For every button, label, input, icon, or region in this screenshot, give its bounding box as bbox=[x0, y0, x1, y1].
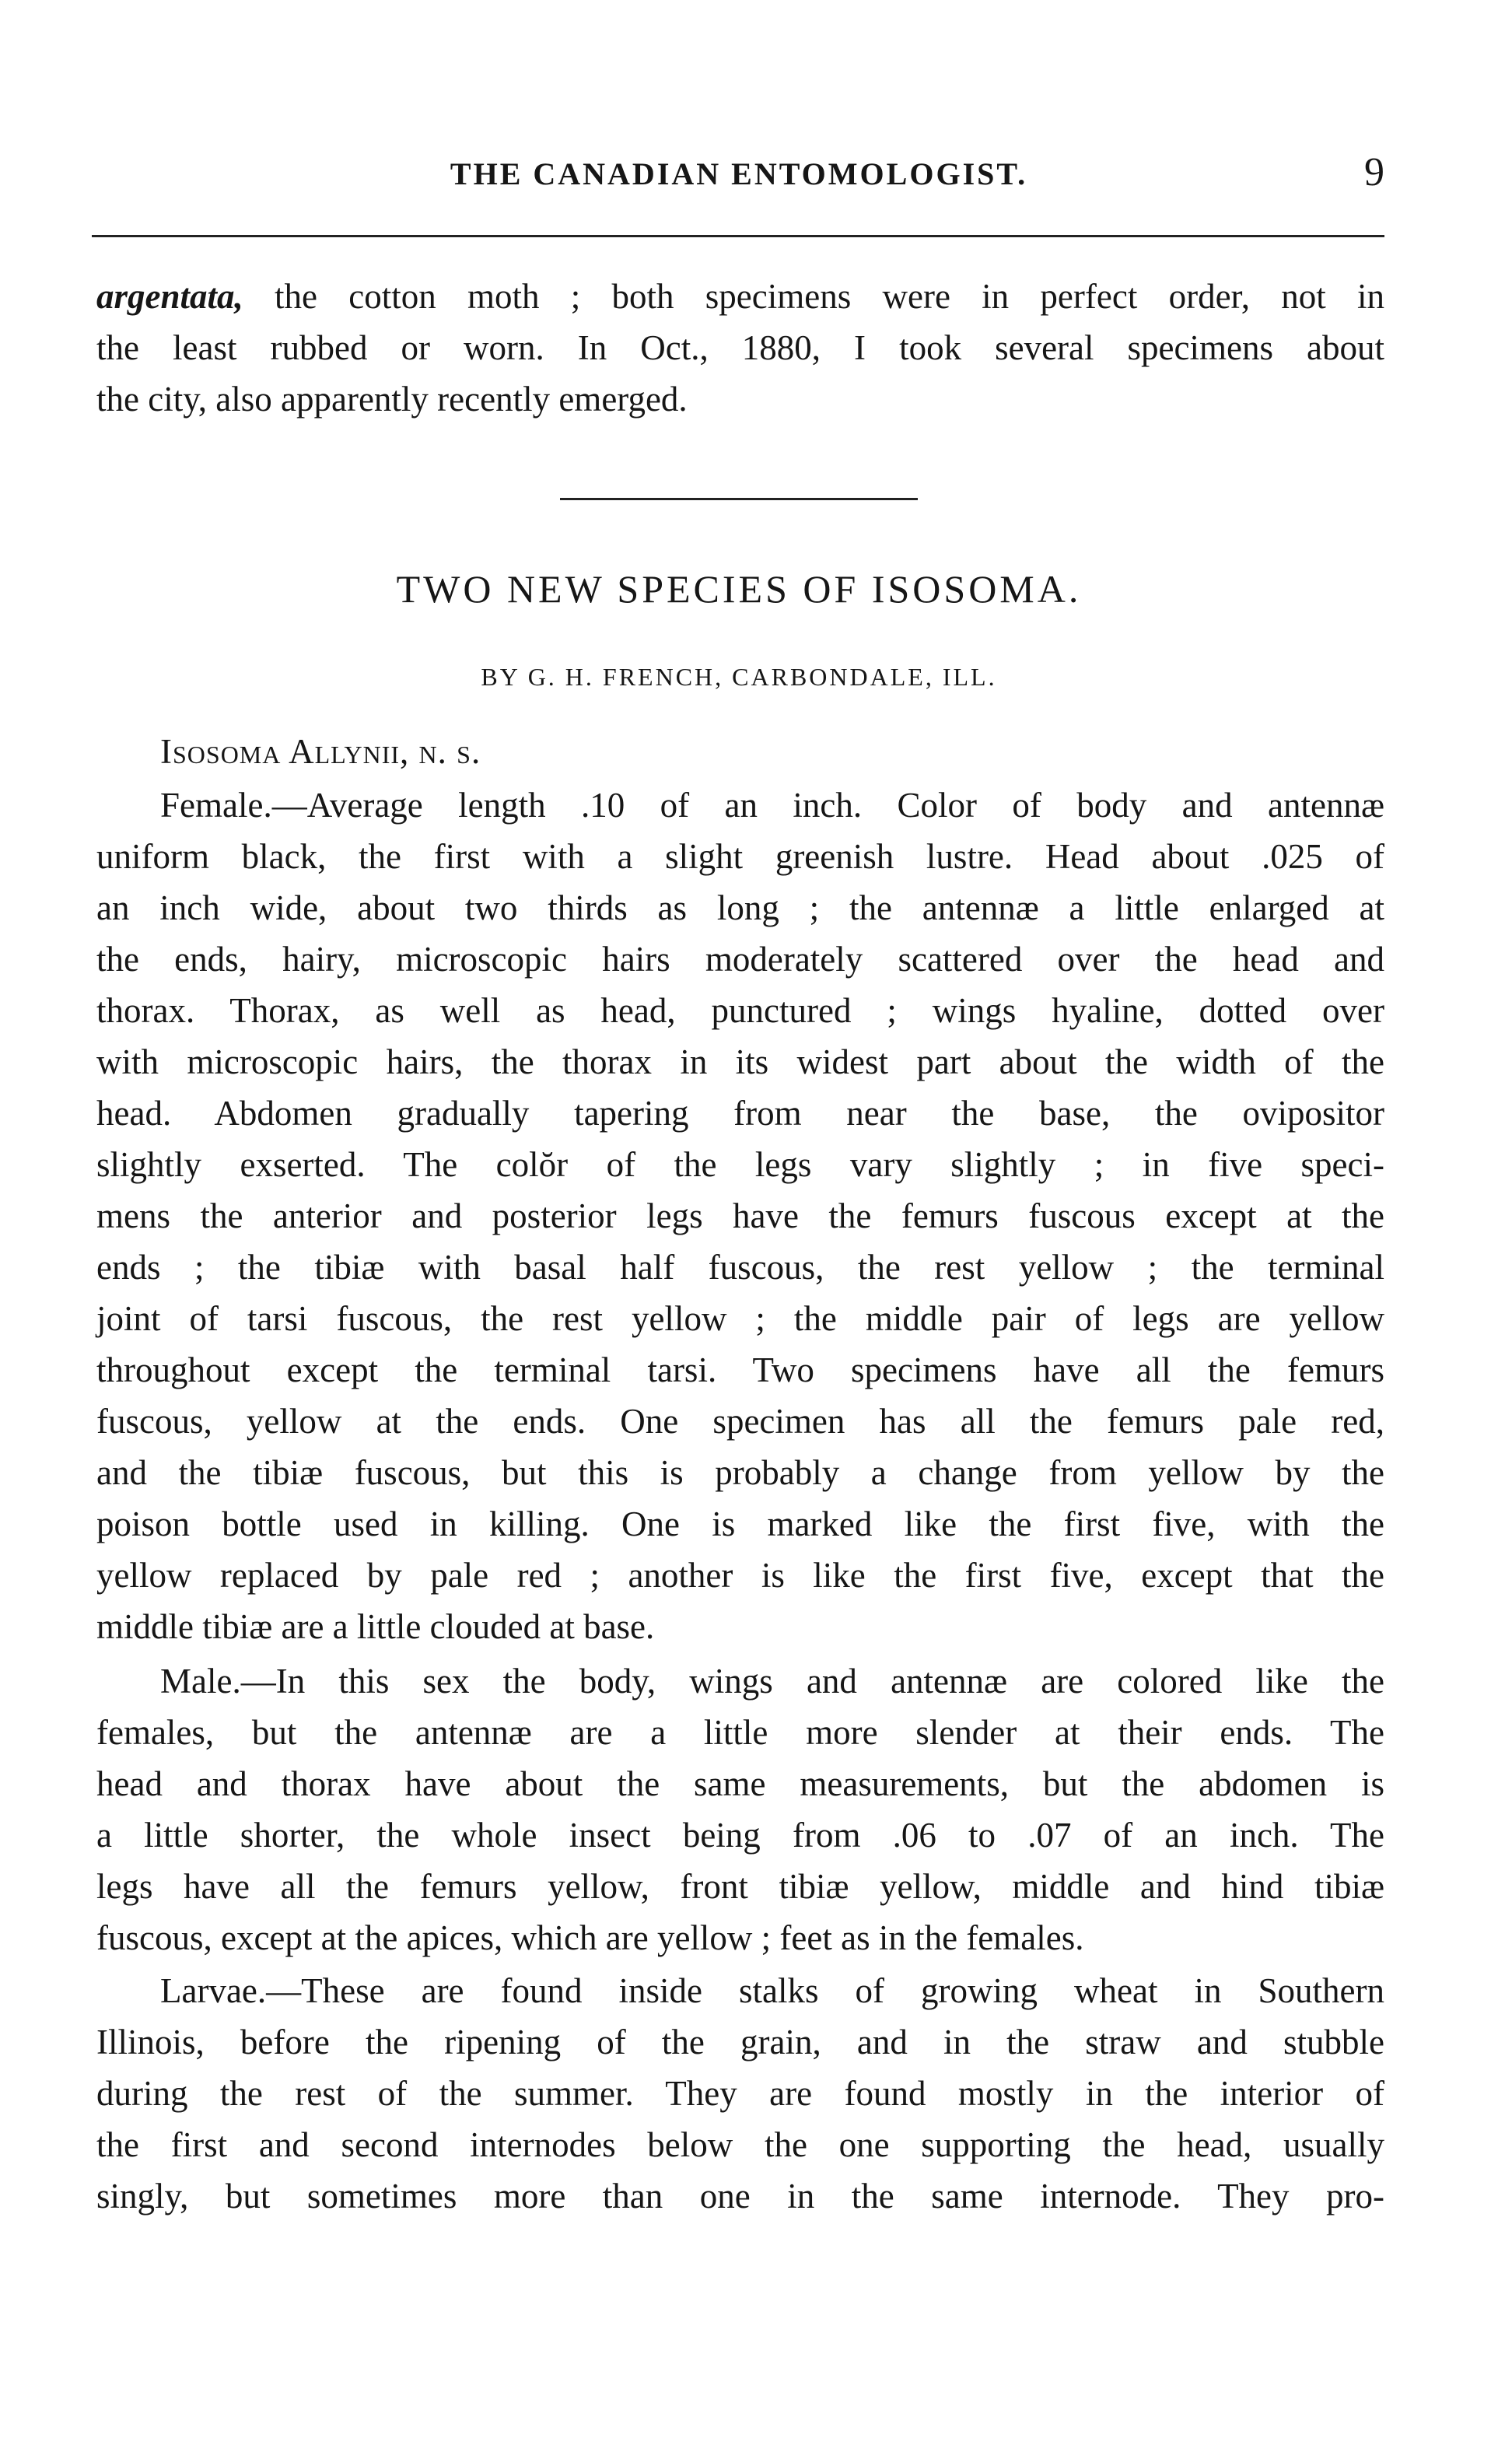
text-line: the least rubbed or worn. In Oct., 1880, I took several specimens about bbox=[96, 328, 1384, 367]
text-line: ends ; the tibiæ with basal half fuscous, the rest yellow ; the terminal bbox=[96, 1248, 1384, 1287]
text-line: middle tibiæ are a little clouded at base. bbox=[96, 1607, 655, 1646]
italic-word: argentata, bbox=[96, 277, 243, 316]
text-line: joint of tarsi fuscous, the rest yellow ; the middle pair of legs are yellow bbox=[96, 1299, 1384, 1338]
text-line: throughout except the terminal tarsi. Two specimens have all the femurs bbox=[96, 1350, 1384, 1389]
text-line: Larvae.—These are found inside stalks of growing wheat in Southern bbox=[160, 1971, 1384, 2010]
header-rule bbox=[92, 235, 1384, 237]
text-line: an inch wide, about two thirds as long ; the antennæ a little enlarged at bbox=[96, 888, 1384, 927]
line-rest: the cotton moth ; both specimens were in perfect order, not in bbox=[243, 277, 1384, 316]
section-separator bbox=[560, 498, 918, 500]
page-number: 9 bbox=[1364, 150, 1384, 194]
text-line: fuscous, yellow at the ends. One specimen has all the femurs pale red, bbox=[96, 1402, 1384, 1441]
text-line: fuscous, except at the apices, which are yellow ; feet as in the females. bbox=[96, 1918, 1084, 1957]
article-title: TWO NEW SPECIES OF ISOSOMA. bbox=[396, 567, 1082, 611]
article-byline: BY G. H. FRENCH, CARBONDALE, ILL. bbox=[481, 663, 997, 691]
text-line: thorax. Thorax, as well as head, punctured ; wings hyaline, dotted over bbox=[96, 991, 1384, 1030]
text-line: Illinois, before the ripening of the grain, and in the straw and stubble bbox=[96, 2023, 1384, 2061]
text-line: and the tibiæ fuscous, but this is probably a change from yellow by the bbox=[96, 1453, 1384, 1492]
text-line: head and thorax have about the same measurements, but the abdomen is bbox=[96, 1764, 1384, 1803]
text-line: uniform black, the first with a slight greenish lustre. Head about .025 of bbox=[96, 837, 1384, 876]
text-line: a little shorter, the whole insect being from .06 to .07 of an inch. The bbox=[96, 1816, 1384, 1855]
species-heading: Isosoma Allynii, n. s. bbox=[160, 732, 481, 771]
text-line: the ends, hairy, microscopic hairs moderately scattered over the head and bbox=[96, 940, 1384, 979]
larvae-paragraph bbox=[96, 1965, 1384, 2222]
text-line: females, but the antennæ are a little more slender at their ends. The bbox=[96, 1713, 1384, 1752]
female-paragraph bbox=[96, 779, 1384, 1652]
text-line: head. Abdomen gradually tapering from near the base, the ovipositor bbox=[96, 1094, 1384, 1133]
intro-paragraph bbox=[96, 271, 1384, 425]
text-line: slightly exserted. The colŏr of the legs vary slightly ; in five speci- bbox=[96, 1145, 1384, 1184]
running-head bbox=[93, 152, 1384, 199]
male-paragraph bbox=[96, 1655, 1384, 1963]
text-line: yellow replaced by pale red ; another is like the first five, except that the bbox=[96, 1556, 1384, 1595]
journal-title: THE CANADIAN ENTOMOLOGIST. bbox=[450, 156, 1028, 191]
text-line: legs have all the femurs yellow, front tibiæ yellow, middle and hind tibiæ bbox=[96, 1867, 1384, 1906]
text-line: the first and second internodes below the one supporting the head, usually bbox=[96, 2125, 1384, 2164]
text-line: with microscopic hairs, the thorax in its widest part about the width of the bbox=[96, 1042, 1384, 1081]
text-line: singly, but sometimes more than one in the same internode. They pro- bbox=[96, 2177, 1384, 2216]
text-line: during the rest of the summer. They are found mostly in the interior of bbox=[96, 2074, 1384, 2113]
text-line: Male.—In this sex the body, wings and antennæ are colored like the bbox=[160, 1662, 1384, 1701]
text-line: Female.—Average length .10 of an inch. Color of body and antennæ bbox=[160, 786, 1384, 825]
text-line: the city, also apparently recently emerged. bbox=[96, 380, 688, 419]
text-line bbox=[96, 271, 1384, 322]
text-line: mens the anterior and posterior legs have the femurs fuscous except at the bbox=[96, 1196, 1384, 1235]
text-line: poison bottle used in killing. One is marked like the first five, with the bbox=[96, 1504, 1384, 1543]
